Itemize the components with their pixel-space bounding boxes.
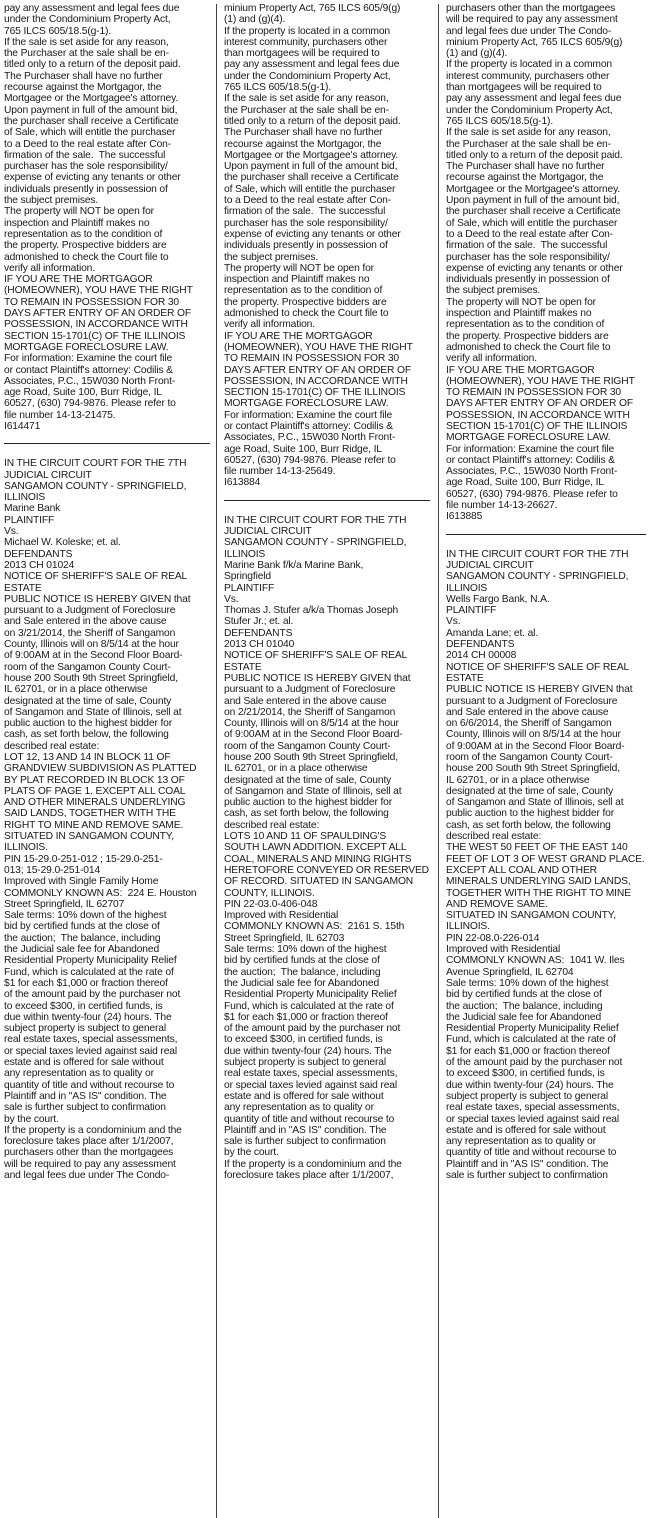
- notice-text: IN THE CIRCUIT COURT FOR THE 7TH JUDICIAL CIRCUIT SANGAMON COUNTY - SPRINGFIELD, ILLINOIS Marine Bank f/k/a Marine Bank, Springfield PLAINTIFF Vs. Thomas J. Stufer a/k/a Thomas Joseph Stufer Jr.; et. al. DEFENDANTS 2013 CH 01040 NOTICE OF SHERIFF'S SALE OF REAL ESTATE PUBLIC NOTICE IS HEREBY GIVEN that pursuant to a Judgment of Foreclosure and Sale entered in the above cause on 2/21/2014, the Sheriff of Sangamon County, Illinois will on 8/5/14 at the hour of 9:00AM at in the Second Floor Board- room of the Sangamon County Court- house 200 South 9th Street Springfield, IL 62701, or in a place otherwise designated at the time of sale, County of Sangamon and State of Illinois, sell at public auction to the highest bidder for cash, as set forth below, the following described real estate: LOTS 10 AND 11 OF SPAULDING'S SOUTH LAWN ADDITION. EXCEPT ALL COAL, MINERALS AND MINING RIGHTS HERETOFORE CONVEYED OR RESERVED OF RECORD. SITUATED IN SANGAMON COUNTY, ILLINOIS. PIN 22-03.0-406-048 Improved with Residential COMMONLY KNOWN AS: 2161 S. 15th Street Springfield, IL 62703 Sale terms: 10% down of the highest bid by certified funds at the close of the auction; The balance, including the Judicial sale fee for Abandoned Residential Property Municipality Relief Fund, which is calculated at the rate of $1 for each $1,000 or fraction thereof of the amount paid by the purchaser not to exceed $300, in certified funds, is due within twenty-four (24) hours. The subject property is subject to general real estate taxes, special assessments, or special taxes levied against said real estate and is offered for sale without any representation as to quality or quantity of title and without recourse to Plaintiff and in "AS IS" condition. The sale is further subject to confirmation by the court. If the property is a condominium and the foreclosure takes place after 1/1/2007,: [224, 514, 429, 1181]
- column-2: [224, 3, 430, 1515]
- notice-divider: [446, 534, 646, 535]
- notice-continuation-text: pay any assessment and legal fees due under the Condominium Property Act, 765 ILCS 605/18.5(g-1). If the sale is set aside for any reason, the Purchaser at the sale shall be en- titled only to a return of the deposit paid. The Purchaser shall have no further recourse against the Mortgagor, the Mortgagee or the Mortgagee's attorney. Upon payment in full of the amount bid, the purchaser shall receive a Certificate of Sale, which will entitle the purchaser to a Deed to the real estate after Con- firmation of the sale. The successful purchaser has the sole responsibility/ expense of evicting any tenants or other individuals presently in possession of the subject premises. The property will NOT be open for inspection and Plaintiff makes no representation as to the condition of the property. Prospective bidders are admonished to check the Court file to verify all information. IF YOU ARE THE MORTGAGOR (HOMEOWNER), YOU HAVE THE RIGHT TO REMAIN IN POSSESSION FOR 30 DAYS AFTER ENTRY OF AN ORDER OF POSSESSION, IN ACCORDANCE WITH SECTION 15-1701(C) OF THE ILLINOIS MORTGAGE FORECLOSURE LAW. For information: Examine the court file or contact Plaintiff's attorney: Codilis & Associates, P.C., 15W030 North Front- age Road, Suite 100, Burr Ridge, IL 60527, (630) 794-9876. Please refer to file number 14-13-21475. I614471: [4, 3, 193, 432]
- notice-text: IN THE CIRCUIT COURT FOR THE 7TH JUDICIAL CIRCUIT SANGAMON COUNTY - SPRINGFIELD, ILLINOIS Marine Bank PLAINTIFF Vs. Michael W. Koleske; et. al. DEFENDANTS 2013 CH 01024 NOTICE OF SHERIFF'S SALE OF REAL ESTATE PUBLIC NOTICE IS HEREBY GIVEN that pursuant to a Judgment of Foreclosure and Sale entered in the above cause on 3/21/2014, the Sheriff of Sangamon County, Illinois will on 8/5/14 at the hour of 9:00AM at in the Second Floor Board- room of the Sangamon County Court- house 200 South 9th Street Springfield, IL 62701, or in a place otherwise designated at the time of sale, County of Sangamon and State of Illinois, sell at public auction to the highest bidder for cash, as set forth below, the following described real estate: LOT 12, 13 AND 14 IN BLOCK 11 OF GRANDVIEW SUBDIVISION AS PLATTED BY PLAT RECORDED IN BLOCK 13 OF PLATS OF PAGE 1. EXCEPT ALL COAL AND OTHER MINERALS UNDERLYING SAID LANDS, TOGETHER WITH THE RIGHT TO MINE AND REMOVE SAME. SITUATED IN SANGAMON COUNTY, ILLINOIS. PIN 15-29.0-251-012 ; 15-29.0-251- 013; 15-29.0-251-014 Improved with Single Family Home COMMONLY KNOWN AS: 224 E. Houston Street Springfield, IL 62707 Sale terms: 10% down of the highest bid by certified funds at the close of the auction; The balance, including the Judicial sale fee for Abandoned Residential Property Municipality Relief Fund, which is calculated at the rate of $1 for each $1,000 or fraction thereof of the amount paid by the purchaser not to exceed $300, in certified funds, is due within twenty-four (24) hours. The subject property is subject to general real estate taxes, special assessments, or special taxes levied against said real estate and is offered for sale without any representation as to quality or quantity of title and without recourse to Plaintiff and in "AS IS" condition. The sale is further subject to confirmation by the court. If the property is a condominium and the foreclosure takes place after 1/1/2007, purchasers other than the mortgagees will be required to pay any assessment and legal fees due under The Condo-: [4, 458, 197, 1181]
- notice-divider: [224, 500, 430, 501]
- column-1: [4, 3, 210, 1515]
- column-divider: [216, 4, 217, 1518]
- column-divider: [438, 4, 439, 1518]
- notice-continuation-text: minium Property Act, 765 ILCS 605/9(g) (1) and (g)(4). If the property is located in a common interest community, purchasers other than mortgagees will be required to pay any assessment and legal fees due under the Condominium Property Act, 765 ILCS 605/18.5(g-1). If the sale is set aside for any reason, the Purchaser at the sale shall be en- titled only to a return of the deposit paid. The Purchaser shall have no further recourse against the Mortgagor, the Mortgagee or the Mortgagee's attorney. Upon payment in full of the amount bid, the purchaser shall receive a Certificate of Sale, which will entitle the purchaser to a Deed to the real estate after Con- firmation of the sale. The successful purchaser has the sole responsibility/ expense of evicting any tenants or other individuals presently in possession of the subject premises. The property will NOT be open for inspection and Plaintiff makes no representation as to the condition of the property. Prospective bidders are admonished to check the Court file to verify all information. IF YOU ARE THE MORTGAGOR (HOMEOWNER), YOU HAVE THE RIGHT TO REMAIN IN POSSESSION FOR 30 DAYS AFTER ENTRY OF AN ORDER OF POSSESSION, IN ACCORDANCE WITH SECTION 15-1701(C) OF THE ILLINOIS MORTGAGE FORECLOSURE LAW. For information: Examine the court file or contact Plaintiff's attorney: Codilis & Associates, P.C., 15W030 North Front- age Road, Suite 100, Burr Ridge, IL 60527, (630) 794-9876. Please refer to file number 14-13-25649. I613884: [224, 3, 413, 489]
- notice-continuation-text: purchasers other than the mortgagees will be required to pay any assessment and legal fees due under The Condo- minium Property Act, 765 ILCS 605/9(g) (1) and (g)(4). If the property is located in a common interest community, purchasers other than mortgagees will be required to pay any assessment and legal fees due under the Condominium Property Act, 765 ILCS 605/18.5(g-1). If the sale is set aside for any reason, the Purchaser at the sale shall be en- titled only to a return of the deposit paid. The Purchaser shall have no further recourse against the Mortgagor, the Mortgagee or the Mortgagee's attorney. Upon payment in full of the amount bid, the purchaser shall receive a Certificate of Sale, which will entitle the purchaser to a Deed to the real estate after Con- firmation of the sale. The successful purchaser has the sole responsibility/ expense of evicting any tenants or other individuals presently in possession of the subject premises. The property will NOT be open for inspection and Plaintiff makes no representation as to the condition of the property. Prospective bidders are admonished to check the Court file to verify all information. IF YOU ARE THE MORTGAGOR (HOMEOWNER), YOU HAVE THE RIGHT TO REMAIN IN POSSESSION FOR 30 DAYS AFTER ENTRY OF AN ORDER OF POSSESSION, IN ACCORDANCE WITH SECTION 15-1701(C) OF THE ILLINOIS MORTGAGE FORECLOSURE LAW. For information: Examine the court file or contact Plaintiff's attorney: Codilis & Associates, P.C., 15W030 North Front- age Road, Suite 100, Burr Ridge, IL 60527, (630) 794-9876. Please refer to file number 14-13-26627. I613885: [446, 3, 635, 523]
- column-3: [446, 3, 646, 1515]
- notice-text: IN THE CIRCUIT COURT FOR THE 7TH JUDICIAL CIRCUIT SANGAMON COUNTY - SPRINGFIELD, ILLINOIS Wells Fargo Bank, N.A. PLAINTIFF Vs. Amanda Lane; et. al. DEFENDANTS 2014 CH 00008 NOTICE OF SHERIFF'S SALE OF REAL ESTATE PUBLIC NOTICE IS HEREBY GIVEN that pursuant to a Judgment of Foreclosure and Sale entered in the above cause on 6/6/2014, the Sheriff of Sangamon County, Illinois will on 8/5/14 at the hour of 9:00AM at in the Second Floor Board- room of the Sangamon County Court- house 200 South 9th Street Springfield, IL 62701, or in a place otherwise designated at the time of sale, County of Sangamon and State of Illinois, sell at public auction to the highest bidder for cash, as set forth below, the following described real estate: THE WEST 50 FEET OF THE EAST 140 FEET OF LOT 3 OF WEST GRAND PLACE. EXCEPT ALL COAL AND OTHER MINERALS UNDERLYING SAID LANDS, TOGETHER WITH THE RIGHT TO MINE AND REMOVE SAME. SITUATED IN SANGAMON COUNTY, ILLINOIS. PIN 22-08.0-226-014 Improved with Residential COMMONLY KNOWN AS: 1041 W. Iles Avenue Springfield, IL 62704 Sale terms: 10% down of the highest bid by certified funds at the close of the auction; The balance, including the Judicial sale fee for Abandoned Residential Property Municipality Relief Fund, which is calculated at the rate of $1 for each $1,000 or fraction thereof of the amount paid by the purchaser not to exceed $300, in certified funds, is due within twenty-four (24) hours. The subject property is subject to general real estate taxes, special assessments, or special taxes levied against said real estate and is offered for sale without any representation as to quality or quantity of title and without recourse to Plaintiff and in "AS IS" condition. The sale is further subject to confirmation: [446, 548, 645, 1181]
- notice-divider: [4, 443, 210, 444]
